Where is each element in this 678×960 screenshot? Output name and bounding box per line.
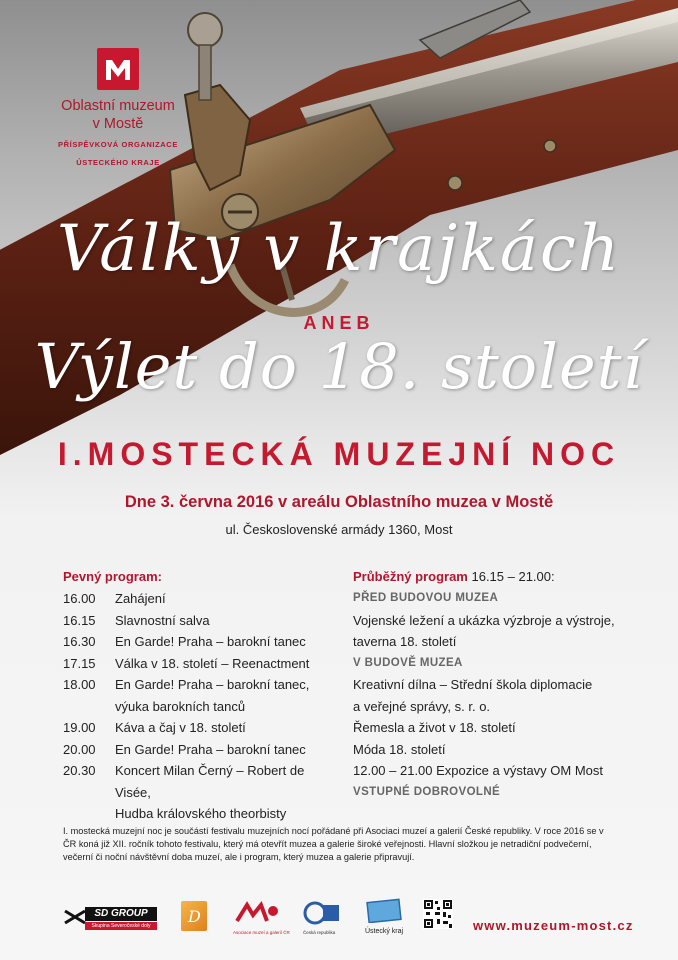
ustecky-kraj-emblem-icon — [366, 897, 402, 923]
program-line: Řemesla a život v 18. století — [353, 720, 516, 735]
museum-subtitle-line1: PŘÍSPĚVKOVÁ ORGANIZACE — [58, 140, 178, 149]
program-event: En Garde! Praha – barokní tanec — [115, 634, 306, 649]
admission-note: VSTUPNÉ DOBROVOLNÉ — [353, 785, 501, 798]
museum-logo-icon — [97, 48, 139, 90]
program-time: 20.00 — [63, 741, 96, 757]
program-event: En Garde! Praha – barokní tanec, — [115, 677, 310, 692]
ustecky-kraj-logo — [363, 897, 405, 937]
program-event: Slavnostní salva — [115, 612, 210, 628]
program-row — [63, 610, 333, 632]
website-link[interactable]: www.muzeum-most.cz — [473, 918, 634, 933]
program-time — [63, 696, 115, 718]
program-line: taverna 18. století — [353, 634, 457, 649]
program-event: výuka barokních tanců — [115, 698, 246, 714]
event-heading: I.MOSTECKÁ MUZEJNÍ NOC — [57, 436, 621, 472]
amg-logo — [233, 901, 290, 935]
sd-group-logo — [63, 905, 159, 931]
program-time: 17.15 — [63, 655, 96, 671]
program-line: Móda 18. století — [353, 741, 446, 757]
amg-mark-icon — [233, 901, 281, 925]
program-event: Válka v 18. století – Reenactment — [115, 655, 310, 671]
cm-logo — [303, 901, 341, 935]
program-time: 16.15 — [63, 612, 96, 628]
fixed-program-title: Pevný program: — [63, 569, 162, 584]
program-line: Kreativní dílna – Střední škola diplomacie — [353, 677, 593, 692]
running-program-title — [353, 567, 643, 586]
program-line: a veřejné správy, s. r. o. — [353, 698, 491, 714]
sd-group-wordmark: SD GROUP — [85, 907, 157, 921]
program-row — [63, 717, 333, 739]
program-event: Koncert Milan Černý – Robert de Visée, — [115, 763, 305, 800]
program-event: Hudba královského theorbisty — [115, 806, 287, 821]
museum-name-line1: Oblastní muzeum — [61, 98, 175, 114]
title-connector: ANEB — [303, 313, 375, 333]
program-row — [63, 739, 333, 761]
section-inside-museum: V BUDOVĚ MUZEA — [353, 656, 463, 669]
d-monogram-icon — [181, 901, 207, 931]
amg-caption: Asociace muzeí a galerií ČR — [233, 930, 290, 935]
program-row — [63, 803, 333, 825]
program-time: 18.00 — [63, 677, 96, 692]
program-time: 20.30 — [63, 763, 96, 778]
program-time: 16.00 — [63, 591, 96, 606]
program-event: En Garde! Praha – barokní tanec — [115, 741, 306, 757]
program-row — [63, 674, 333, 696]
partner-logo-d — [181, 901, 207, 931]
qr-code[interactable] — [423, 899, 453, 929]
fixed-program — [63, 567, 333, 825]
ustecky-kraj-label: Ústecký kraj — [364, 928, 404, 935]
program-line: 12.00 – 21.00 Expozice a výstavy OM Most — [353, 763, 604, 778]
program-time: 16.30 — [63, 634, 96, 649]
main-title-line1: Války v krajkách — [56, 212, 622, 286]
museum-subtitle-line2: ÚSTECKÉHO KRAJE — [76, 158, 160, 167]
program-row — [63, 696, 333, 718]
event-address: ul. Československé armády 1360, Most — [225, 522, 453, 537]
museum-logo — [48, 48, 188, 169]
running-program-label: Průběžný program — [353, 569, 468, 584]
program-time — [63, 803, 115, 825]
program-line: Vojenské ležení a ukázka výzbroje a výstroje, — [353, 612, 615, 628]
pickaxe-icon — [63, 907, 87, 927]
running-program-time: 16.15 – 21.00: — [471, 569, 555, 584]
cm-mark-icon — [303, 901, 341, 925]
program-row — [63, 631, 333, 653]
sd-group-subtitle: Skupina Severočeské doly — [85, 922, 157, 930]
running-program — [353, 567, 643, 803]
event-date-location: Dne 3. června 2016 v areálu Oblastního muzea v Mostě — [124, 493, 554, 511]
main-title-line2: Výlet do 18. století — [34, 330, 644, 403]
section-outside-museum: PŘED BUDOVOU MUZEA — [353, 592, 499, 604]
program-row — [63, 653, 333, 675]
program-time: 19.00 — [63, 720, 96, 735]
program-event: Zahájení — [115, 591, 166, 606]
cm-caption: Česká republika — [303, 930, 336, 935]
program-event: Káva a čaj v 18. století — [115, 720, 246, 735]
qr-code-icon — [423, 899, 453, 929]
program-row — [63, 588, 333, 610]
museum-name-line2: v Mostě — [92, 116, 144, 132]
festival-note: I. mostecká muzejní noc je součástí festivalu muzejních nocí pořádané při Asociaci muzeí a galerií České republiky. V roce 2016 se v ČR koná již XII. ročník tohoto festivalu, který má otevřít muzea a galerie široké veřejnosti. Hlavní složkou je netradiční podvečerní, večerní či noční návštěvní doba muzeí, ale i program, který muzea a galerie připravují. — [63, 826, 604, 862]
program-row — [63, 760, 333, 803]
svg-text:D: D — [188, 907, 201, 926]
